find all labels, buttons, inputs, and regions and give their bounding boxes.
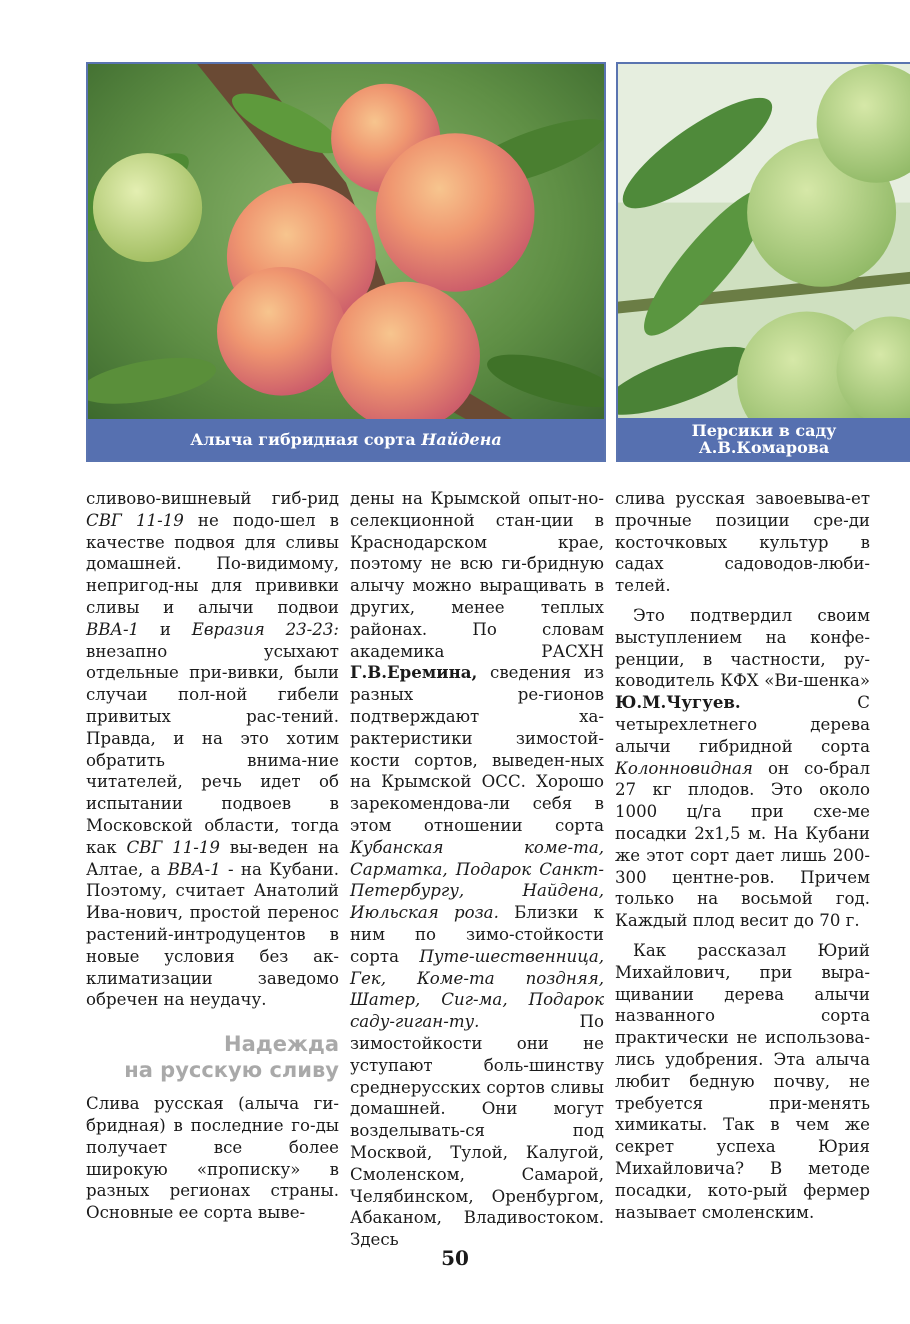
- col3-paragraph-1: слива русская завоевыва-ет прочные позиции сре-ди косточковых культур в садах садоводов-люби-телей.: [615, 489, 870, 596]
- text-run: Это подтвердил своим выступлением на конфе-ренции, в частности, ру-ководитель КФХ «Ви-шенка»: [615, 605, 870, 691]
- text-run: не подо-шел в качестве подвоя для сливы домашней. По-видимому, непригод-ны для прививки сливы и алычи подвои: [86, 510, 339, 617]
- text-run: С четырехлетнего дерева алычи гибридной сорта: [615, 693, 870, 756]
- text-column-3: [615, 488, 870, 1223]
- caption-left-variety: Найдена: [421, 430, 502, 449]
- cherry-plum-illustration: [88, 64, 604, 460]
- rootstock-name: СВГ 11-19: [126, 837, 220, 857]
- caption-left-prefix: Алыча гибридная сорта: [190, 430, 422, 449]
- photo-caption-left: [88, 419, 604, 460]
- text-column-2: [350, 488, 604, 1251]
- col1-paragraph-1: [86, 488, 339, 1011]
- photo-peaches: [616, 62, 910, 462]
- section-heading-line1: Надежда: [224, 1032, 339, 1057]
- caption-right-line1: Персики в саду: [691, 421, 837, 440]
- text-run: и: [139, 619, 192, 639]
- text-run: По зимостойкости они не уступают боль-шинству среднерусских сортов сливы домашней. Они могут возделывать-ся под Москвой, Тулой, Калугой, Смоленском, Самарой, Челябинском, Оренбургом, Абаканом, Владивостоком. Здесь: [350, 1012, 604, 1250]
- text-run: внезапно усыхают отдельные при-вивки, были случаи пол-ной гибели привитых рас-тений. Правда, и на это хотим обратить внима-ние читателей, речь идет об испытании подвоев в Московской области, тогда как: [86, 641, 339, 857]
- col1-paragraph-2: Слива русская (алыча ги-бридная) в последние го-ды получает все более широкую «прописку» в разных регионах страны. Основные ее сорта выве-: [86, 1094, 339, 1223]
- caption-right-line2: А.В.Комарова: [698, 438, 830, 457]
- text-run: - на Кубани. Поэтому, считает Анатолий Ива-нович, простой перенос растений-интродуцентов в новые условия без ак-климатизации заведомо обречен на неудачу.: [86, 859, 339, 1010]
- variety-list: Кубанская коме-та, Сарматка, Подарок Санкт-Петербургу, Найдена, Июльская роза.: [350, 837, 604, 923]
- peaches-illustration: [618, 64, 910, 460]
- photo-caption-right: [618, 418, 910, 460]
- col3-paragraph-2: [615, 605, 870, 932]
- section-heading: [86, 1031, 339, 1083]
- col3-paragraph-3: Как рассказал Юрий Михайлович, при выра-щивании дерева алычи названного сорта практически не использова-лись удобрения. Эта алыча любит бедную почву, не требуется при-менять химикаты. Так в чем же секрет успеха Юрия Михайловича? В методе посадки, кото-рый фермер называет смоленским.: [615, 940, 870, 1222]
- rootstock-name: ВВА-1: [86, 619, 140, 639]
- text-run: сливово-вишневый гиб-рид: [86, 489, 339, 508]
- col2-paragraph-1: [350, 488, 604, 1251]
- variety-list: Путе-шественница, Гек, Коме-та поздняя, Шатер, Сиг-ма, Подарок саду-гиган-ту.: [350, 946, 604, 1032]
- rootstock-name: ВВА-1: [167, 859, 221, 879]
- text-run: вы-веден на Алтае, а: [86, 837, 339, 879]
- text-run: он со-брал 27 кг плодов. Это около 1000 ц/га при схе-ме посадки 2х1,5 м. На Кубани же этот сорт дает лишь 200-300 центне-ров. Причем только на восьмой год. Каждый плод весит до 70 г.: [615, 758, 870, 931]
- text-run: сведения из разных ре-гионов подтверждают ха-рактеристики зимостой-кости сортов, выведен-ных на Крымской ОСС. Хорошо зарекомендова-ли себя в этом отношении сорта: [350, 663, 604, 835]
- variety-name: Колонновидная: [615, 758, 753, 778]
- rootstock-name: Евразия 23-23:: [191, 619, 339, 639]
- text-run: Близки к ним по зимо-стойкости сорта: [350, 903, 604, 966]
- photo-cherry-plum: [86, 62, 606, 462]
- text-run: дены на Крымской опыт-но-селекционной стан-ции в Краснодарском крае, поэтому не всю ги-бридную алычу можно выращивать в других, менее теплых районах. По словам академика РАСХН: [350, 489, 604, 661]
- person-name: Ю.М.Чугуев.: [615, 692, 741, 713]
- section-heading-line2: на русскую сливу: [124, 1058, 339, 1083]
- person-name: Г.В.Еремина,: [350, 662, 478, 683]
- page-number: 50: [441, 1246, 469, 1270]
- text-column-1: [86, 488, 339, 1224]
- rootstock-name: СВГ 11-19: [86, 510, 184, 530]
